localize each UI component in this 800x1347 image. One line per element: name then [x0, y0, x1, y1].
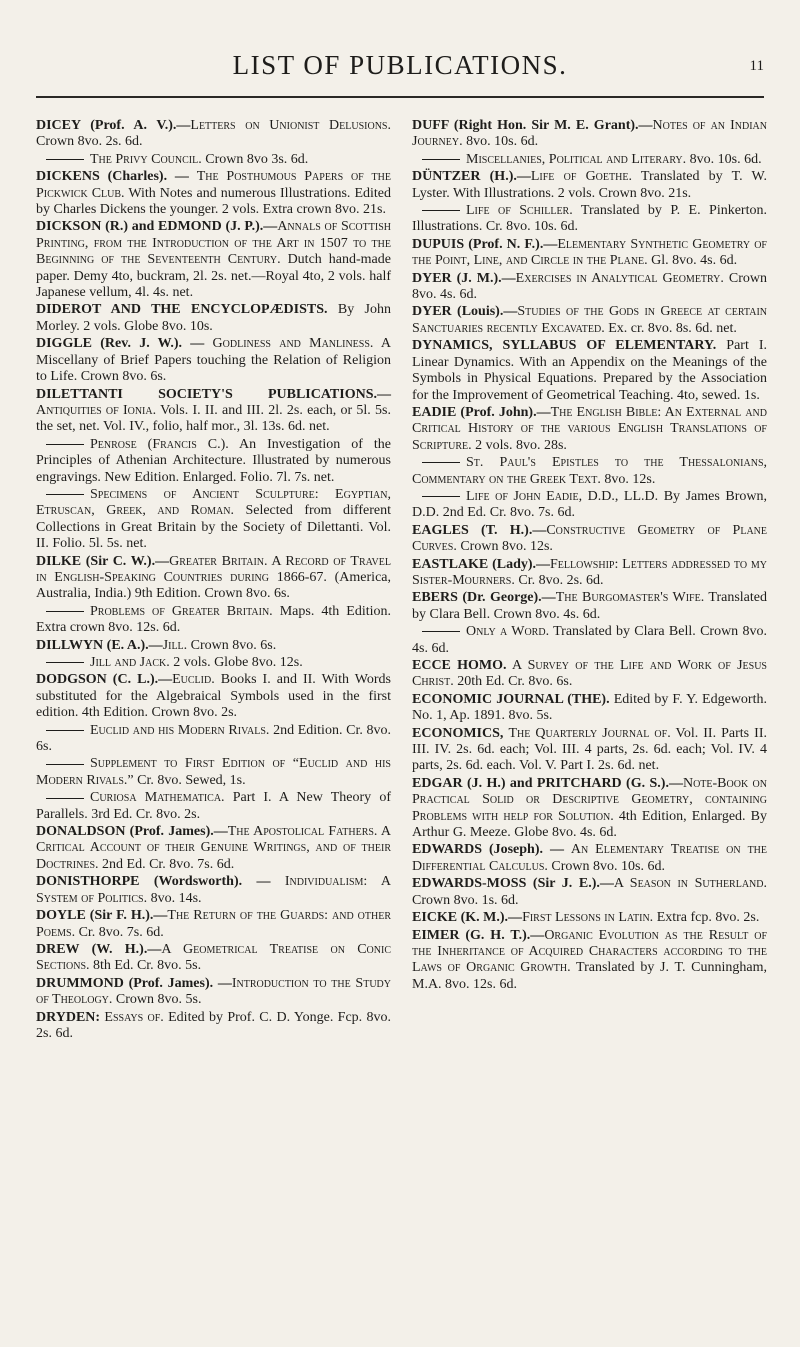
entry-title: Curiosa Mathematica. [90, 790, 225, 806]
entry-author: ECONOMIC JOURNAL (THE). [412, 691, 610, 707]
catalogue-entry [412, 658, 767, 691]
entry-title: Miscellanies, Political and Literary. [466, 151, 687, 167]
catalogue-entry [36, 655, 391, 671]
entry-details: 8vo. 12s. [600, 471, 656, 487]
entry-author: DICEY (Prof. A. V.).— [36, 118, 191, 133]
entry-author: DYER (J. M.).— [412, 270, 516, 286]
catalogue-entry [412, 169, 767, 202]
entry-details: Translated by Clara Bell. Crown 8vo. 4s. 6d. [412, 590, 767, 622]
entry-title: Fellowship: Letters addressed to my Sister-Mourners. [412, 556, 767, 588]
catalogue-entry [412, 489, 767, 522]
entry-title: First Lessons in Latin. [522, 910, 654, 926]
ditto-dash [46, 159, 84, 160]
catalogue-entry [36, 1010, 391, 1043]
entry-author: EDWARDS (Joseph). — [412, 842, 571, 858]
entry-details: Crown 8vo. 6s. [187, 637, 277, 653]
entry-details: Gl. 8vo. 4s. 6d. [647, 253, 738, 269]
entry-details: Cr. 8vo. Sewed, 1s. [133, 772, 246, 788]
entry-author: DONISTHORPE (Wordsworth). — [36, 874, 285, 890]
catalogue-entry [36, 874, 391, 907]
catalogue-entry [36, 942, 391, 975]
entry-author: EASTLAKE (Lady).— [412, 556, 551, 572]
entry-author: DICKENS (Charles). — [36, 169, 197, 185]
entry-title: Elementary Synthetic Geometry of the Point, Line, and Circle in the Plane. [412, 236, 767, 269]
entry-title: Godliness and Manliness. [212, 336, 374, 352]
entry-title: Euclid. [172, 672, 215, 688]
catalogue-entry [36, 152, 391, 168]
header-rule [36, 96, 764, 98]
catalogue-entry [36, 672, 391, 721]
catalogue-entry [412, 624, 767, 657]
entry-title: Euclid and his Modern Rivals. [90, 722, 270, 738]
entry-author: DILLWYN (E. A.).— [36, 637, 163, 653]
entry-details: With Notes and numerous Illustrations. Edited by Charles Dickens the younger. 2 vols. Extra crown 8vo. 21s. [36, 185, 391, 218]
ditto-dash [46, 730, 84, 731]
ditto-dash [422, 159, 460, 160]
entry-title: Penrose (Francis C.). [90, 436, 229, 452]
entry-details: (America, Australia, India.) 9th Edition. Crown 8vo. 6s. [36, 569, 392, 602]
entry-title: Life of Schiller. [466, 203, 573, 219]
entry-title: Notes of an Indian Journey. [412, 118, 767, 150]
catalogue-entry [412, 271, 767, 304]
entry-title: The Privy Council. [90, 151, 202, 167]
page-title: LIST OF PUBLICATIONS. [232, 50, 568, 80]
entry-author: DRYDEN: [36, 1009, 105, 1025]
entry-details: Crown 8vo. 2s. 6d. [36, 134, 143, 150]
entry-details: 8vo. 10s. 6d. [686, 151, 762, 167]
entry-details: Edited by F. Y. Edgeworth. No. 1, Ap. 1891. 8vo. 5s. [412, 691, 767, 724]
entry-title: The Burgomaster's Wife. [555, 590, 705, 606]
catalogue-entry [412, 338, 767, 404]
catalogue-entry [412, 776, 767, 842]
entry-author: EAGLES (T. H.).— [412, 522, 547, 538]
catalogue-entry [36, 437, 391, 486]
entry-details: Translated by Clara Bell. Crown 8vo. 4s. 6d. [412, 624, 767, 656]
entry-title: Organic Evolution as the Result of the Inheritance of Acquired Characters according to the Laws of Organic Growth. [412, 927, 767, 976]
entry-author: EICKE (K. M.).— [412, 910, 523, 926]
catalogue-entry [412, 405, 767, 454]
catalogue-entry [36, 756, 391, 789]
entry-author: DREW (W. H.).— [36, 941, 162, 957]
catalogue-entry [36, 554, 391, 603]
entry-details: 2 vols. 8vo. 28s. [471, 437, 567, 453]
entry-details: By James Brown, D.D. 2nd Ed. Cr. 8vo. 7s. 6d. [412, 488, 767, 521]
entry-title: A Geometrical Treatise on Conic Sections. [36, 941, 391, 974]
catalogue-entry [412, 842, 767, 875]
catalogue-entry [36, 638, 391, 654]
entry-title: The Apostolical Fathers. A Critical Account of their Genuine Writings, and of their Doctrines. [36, 824, 392, 872]
entry-author: DUPUIS (Prof. N. F.).— [412, 236, 558, 252]
entry-author: DYNAMICS, SYLLABUS OF ELEMENTARY. [412, 338, 717, 354]
entry-details: Selected from different Collections in Great Britain by the Society of Dilettanti. Vol. II. Folio. 5l. 5s. net. [36, 503, 391, 552]
entry-details: Translated by J. T. Cunningham, M.A. 8vo. 12s. 6d. [412, 960, 767, 992]
entry-title: Individualism: A System of Politics. [36, 874, 392, 906]
left-column [36, 118, 391, 1043]
entry-title: Constructive Geometry of Plane Curves. [412, 522, 767, 555]
entry-author: DILETTANTI SOCIETY'S PUBLICATIONS.— [36, 386, 391, 402]
entry-details: Crown 8vo. 4s. 6d. [412, 270, 767, 303]
entry-title: Life of Goethe. [530, 169, 632, 185]
catalogue-entry [412, 928, 767, 994]
entry-author: DÜNTZER (H.).— [412, 169, 531, 185]
catalogue-entry [412, 237, 767, 270]
ditto-dash [422, 631, 460, 632]
catalogue-entry [412, 910, 767, 926]
page-number: 11 [749, 58, 764, 74]
ditto-dash [46, 798, 84, 799]
catalogue-entry [412, 203, 767, 236]
catalogue-entry [412, 523, 767, 556]
entry-details: A Miscellany of Brief Papers touching the Relation of Religion to Life. Crown 8vo. 6s. [36, 336, 391, 385]
entry-details: Vol. II. Parts II. III. IV. 2s. 6d. each; Vol. III. 4 parts, 2s. 6d. each; Vol. IV. 4 parts, 2s. 6d. each. Vol. V. Part I. 2s. 6d. net. [412, 725, 767, 774]
catalogue-entry [412, 304, 767, 337]
entry-author: DODGSON (C. L.).— [36, 672, 173, 688]
right-column [412, 118, 767, 994]
catalogue-entry [36, 302, 391, 335]
entry-details: An Investigation of the Principles of Athenian Architecture. Illustrated by numerous engravings. New Edition. Enlarged. Folio. 7l. 7s. net. [36, 436, 391, 485]
entry-author: ECONOMICS, [412, 725, 509, 741]
entry-author: DICKSON (R.) and EDMOND (J. P.).— [36, 219, 278, 235]
entry-title: Introduction to the Study of Theology. [36, 975, 391, 1008]
entry-author: DUFF (Right Hon. Sir M. E. Grant).— [412, 118, 653, 133]
entry-details: Extra fcp. 8vo. 2s. [653, 910, 760, 926]
entry-details: 20th Ed. Cr. 8vo. 6s. [453, 674, 573, 690]
entry-title: A Survey of the Life and Work of Jesus Christ. [412, 658, 767, 690]
entry-details: Cr. 8vo. 2s. 6d. [514, 572, 604, 588]
catalogue-entry [412, 726, 767, 775]
catalogue-entry [36, 118, 391, 151]
entry-title: Exercises in Analytical Geometry. [515, 270, 724, 286]
entry-details: By John Morley. 2 vols. Globe 8vo. 10s. [36, 302, 391, 334]
entry-author: DILKE (Sir C. W.).— [36, 553, 170, 569]
ditto-dash [422, 496, 460, 497]
entry-details: Ex. cr. 8vo. 8s. 6d. net. [604, 320, 737, 336]
ditto-dash [46, 764, 84, 765]
catalogue-entry [36, 824, 391, 873]
entry-title: Letters on Unionist Delusions. [190, 118, 391, 133]
entry-author: DONALDSON (Prof. James).— [36, 824, 228, 840]
entry-title: Jill. [162, 637, 188, 653]
entry-details: 8vo. 10s. 6d. [462, 134, 539, 150]
entry-author: DOYLE (Sir F. H.).— [36, 908, 168, 924]
ditto-dash [46, 444, 84, 445]
entry-title: Greater Britain. A Record of Travel in English-Speaking Countries during 1866-67. [36, 553, 391, 585]
entry-details: Part I. Linear Dynamics. With an Appendix on the Meanings of the Symbols in Physical Equations. Prepared by the Association for the Improvement of Geometrical Teaching. 4to, sewed. 1s. [412, 338, 767, 403]
catalogue-entry [412, 557, 767, 590]
entry-details: Part I. A New Theory of Parallels. 3rd Ed. Cr. 8vo. 2s. [36, 790, 391, 822]
entry-author: EDWARDS-MOSS (Sir J. E.).— [412, 876, 614, 892]
entry-details: Books I. and II. With Words substituted for the Algebraical Symbols used in the first edition. 4th Edition. Crown 8vo. 2s. [36, 672, 391, 721]
entry-details: 2nd Ed. Cr. 8vo. 7s. 6d. [98, 856, 235, 872]
entry-author: DYER (Louis).— [412, 304, 518, 320]
catalogue-entry [36, 976, 391, 1009]
entry-author: EIMER (G. H. T.).— [412, 927, 545, 943]
entry-title: Specimens of Ancient Sculpture: Egyptian, Etruscan, Greek, and Roman. [36, 486, 391, 519]
catalogue-entry [36, 908, 391, 941]
catalogue-entry [36, 604, 391, 637]
catalogue-entry [36, 790, 391, 823]
entry-details: Maps. 4th Edition. Extra crown 8vo. 12s. 6d. [36, 603, 391, 636]
ditto-dash [46, 662, 84, 663]
entry-title: Studies of the Gods in Greece at certain Sanctuaries recently Excavated. [412, 304, 767, 336]
entry-details: Cr. 8vo. 7s. 6d. [75, 924, 164, 940]
catalogue-entry [412, 590, 767, 623]
page-header [36, 50, 764, 90]
entry-details: Translated by T. W. Lyster. With Illustrations. 2 vols. Crown 8vo. 21s. [412, 169, 767, 201]
catalogue-entry [36, 169, 391, 218]
entry-author: DIGGLE (Rev. J. W.). — [36, 336, 213, 352]
entry-author: ECCE HOMO. [412, 658, 507, 673]
catalogue-entry [36, 487, 391, 553]
entry-details: Crown 8vo. 10s. 6d. [547, 858, 665, 874]
catalogue-entry [36, 219, 391, 301]
entry-title: The Return of the Guards: and other Poems. [36, 908, 392, 940]
entry-details: 8th Ed. Cr. 8vo. 5s. [89, 958, 202, 974]
entry-author: EADIE (Prof. John).— [412, 404, 551, 420]
entry-details: 2 vols. Globe 8vo. 12s. [169, 655, 303, 670]
catalogue-entry [412, 118, 767, 151]
entry-details: Crown 8vo 3s. 6d. [201, 151, 309, 167]
entry-title: Note-Book on Practical Solid or Descriptive Geometry, containing Problems with help for Solution. [412, 775, 767, 824]
entry-title: Only a Word. [466, 624, 550, 640]
entry-author: DIDEROT AND THE ENCYCLOPÆDISTS. [36, 302, 328, 318]
entry-details: Dutch hand-made paper. Demy 4to, buckram, 2l. 2s. net.—Royal 4to, 2 vols. half Japanese vellum, 4l. 4s. net. [36, 252, 391, 301]
entry-title: Problems of Greater Britain. [90, 603, 273, 619]
entry-details: 8vo. 14s. [147, 890, 202, 906]
ditto-dash [422, 462, 460, 463]
catalogue-entry [36, 336, 391, 385]
entry-details: Crown 8vo. 1s. 6d. [412, 892, 519, 908]
ditto-dash [46, 494, 84, 495]
entry-details: Edited by Prof. C. D. Yonge. Fcp. 8vo. 2s. 6d. [36, 1009, 392, 1041]
entry-title: Antiquities of Ionia. [36, 402, 157, 418]
entry-author: EBERS (Dr. George).— [412, 590, 556, 606]
entry-title: An Elementary Treatise on the Differential Calculus. [412, 842, 768, 874]
entry-title: Life of John Eadie, D.D., LL.D. [466, 488, 659, 504]
entry-title: Annals of Scottish Printing, from the Introduction of the Art in 1507 to the Beginning of the Seventeenth Century. [36, 219, 391, 268]
catalogue-entry [36, 723, 391, 756]
entry-title: The English Bible: An External and Critical History of the various English Translations of Scripture. [412, 404, 767, 453]
catalogue-entry [412, 455, 767, 488]
entry-details: Crown 8vo. 12s. [456, 539, 553, 555]
entry-author: DRUMMOND (Prof. James). — [36, 975, 232, 991]
entry-title: Essays of. [104, 1009, 164, 1025]
entry-details: Translated by P. E. Pinkerton. Illustrations. Cr. 8vo. 10s. 6d. [412, 203, 767, 235]
catalogue-entry [412, 692, 767, 725]
catalogue-entry [412, 876, 767, 909]
entry-title: Jill and Jack. [90, 655, 170, 670]
entry-title: The Posthumous Papers of the Pickwick Club. [36, 169, 391, 201]
entry-author: EDGAR (J. H.) and PRITCHARD (G. S.).— [412, 775, 683, 791]
entry-title: A Season in Sutherland. [613, 876, 767, 892]
ditto-dash [46, 611, 84, 612]
entry-title: Supplement to First Edition of “Euclid and his Modern Rivals.” [36, 756, 391, 788]
ditto-dash [422, 210, 460, 211]
entry-details: 2nd Edition. Cr. 8vo. 6s. [36, 722, 391, 755]
entry-details: Vols. I. II. and III. 2l. 2s. each, or 5l. 5s. the set, net. Vol. IV., folio, half mor., 3l. 13s. 6d. net. [36, 402, 391, 435]
entry-title: The Quarterly Journal of. [508, 725, 671, 741]
catalogue-entry [412, 152, 767, 168]
entry-details: 4th Edition, Enlarged. By Arthur G. Meeze. Globe 8vo. 4s. 6d. [412, 808, 767, 841]
entry-title: St. Paul's Epistles to the Thessalonians, Commentary on the Greek Text. [412, 455, 767, 487]
catalogue-entry [36, 387, 391, 436]
entry-details: Crown 8vo. 5s. [112, 992, 202, 1008]
